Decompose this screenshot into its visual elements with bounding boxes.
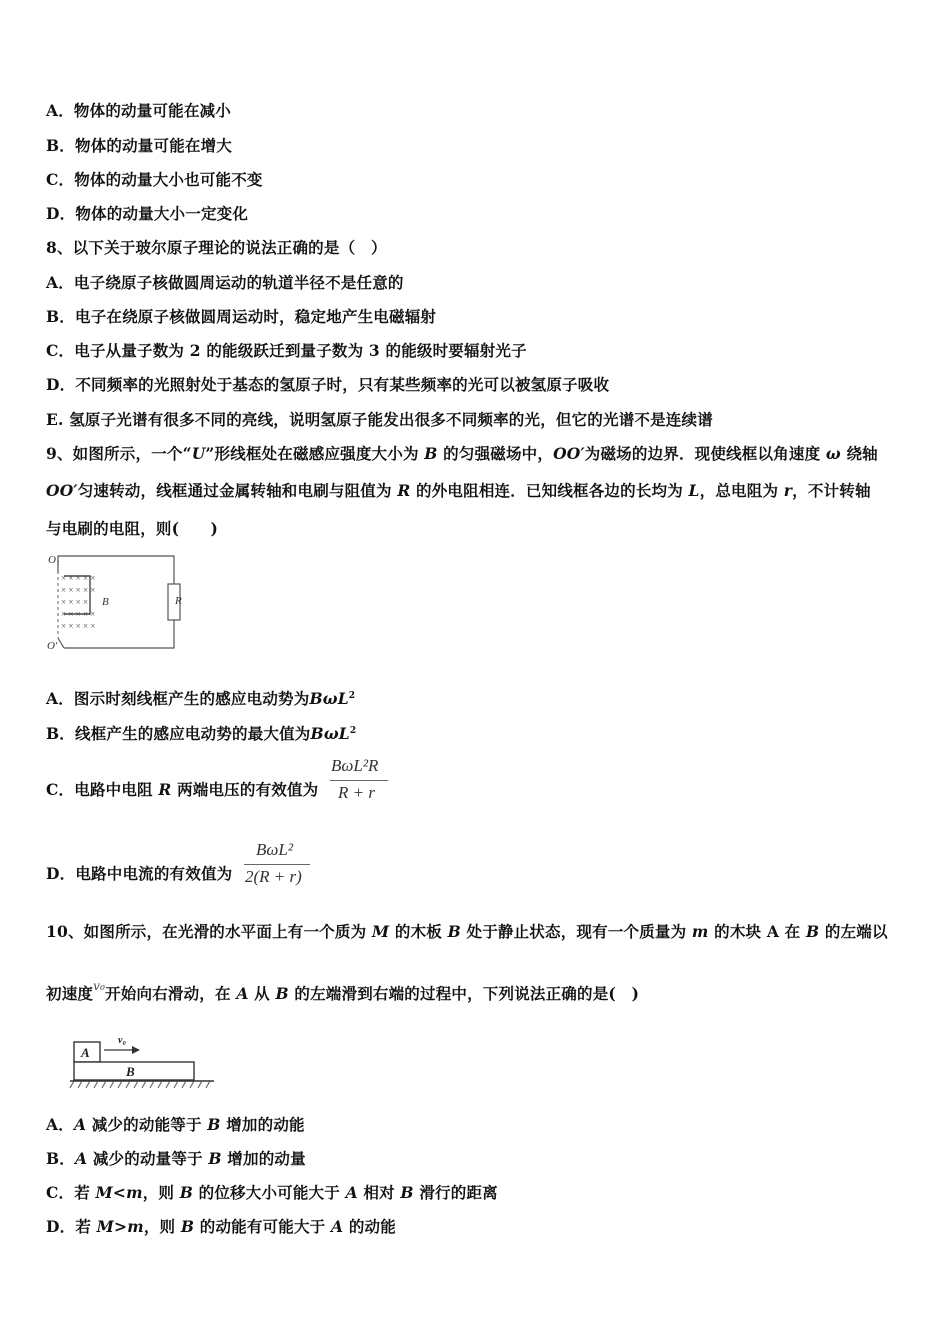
q8-option-e: E. 氢原子光谱有很多不同的亮线，说明氢原子能发出很多不同频率的光，但它的光谱不是连续谱: [46, 410, 713, 429]
q10-option-d: D．若 M>m，则 B 的动能有可能大于 A 的动能: [46, 1217, 396, 1236]
q9-option-b: B．线框产生的感应电动势的最大值为BωL$^2$: [46, 724, 357, 744]
q10-option-c: C．若 M<m，则 B 的位移大小可能大于 A 相对 B 滑行的距离: [46, 1183, 498, 1202]
q10-option-a: A．A 减少的动能等于 B 增加的动能: [46, 1115, 305, 1134]
svg-text:× × × × ×: × × × × ×: [61, 609, 96, 619]
q9-d-numerator: BωL²: [256, 840, 293, 859]
q9-c-numerator: BωL²R: [331, 756, 379, 775]
q8-stem: 8、以下关于玻尔原子理论的说法正确的是（ ）: [46, 238, 387, 257]
q10-stem-line2: 初速度$^{v_0}$开始向右滑动，在 A 从 B 的左端滑到右端的过程中，下列说法正确的是( ): [46, 979, 640, 1003]
q9-option-a: A．图示时刻线框产生的感应电动势为BωL$^2$: [46, 689, 356, 709]
q9-option-c: C．电路中电阻 R 两端电压的有效值为: [46, 780, 319, 799]
svg-text:× × × × ×: × × × × ×: [61, 585, 96, 595]
q10-stem-line1: 10、如图所示，在光滑的水平面上有一个质为 M 的木板 B 处于静止状态，现有一个质量为 m 的木块 A 在 B 的左端以: [46, 922, 888, 941]
q9-stem-line2: OO′匀速转动，线框通过金属转轴和电刷与阻值为 R 的外电阻相连．已知线框各边的长均为 L，总电阻为 r，不计转轴: [46, 481, 871, 500]
q10-fig-label-b: B: [126, 1064, 135, 1079]
q10-fig-label-v0: v₀: [118, 1035, 126, 1046]
q9-stem-line1: 9、如图所示，一个“U”形线框处在磁感应强度大小为 B 的匀强磁场中，OO′为磁场的边界．现使线框以角速度 ω 绕轴: [46, 444, 878, 463]
q9-fig-label-o1: O₁: [48, 554, 60, 566]
q8-option-b: B．电子在绕原子核做圆周运动时，稳定地产生电磁辐射: [46, 307, 437, 326]
q10-block-figure: [56, 1030, 216, 1094]
q9-option-d-fraction: [244, 840, 314, 888]
q7-option-d: D．物体的动量大小一定变化: [46, 204, 249, 223]
q9-d-denominator: 2(R + r): [245, 867, 302, 886]
q7-option-b: B．物体的动量可能在增大: [46, 136, 233, 155]
q9-fig-label-o2: O′: [47, 640, 58, 652]
q9-stem-line3: 与电刷的电阻，则( ): [46, 519, 219, 538]
q8-option-d: D．不同频率的光照射处于基态的氢原子时，只有某些频率的光可以被氢原子吸收: [46, 375, 610, 394]
svg-text:× × × ×: × × × ×: [61, 597, 89, 607]
svg-text:× × × × ×: × × × × ×: [61, 573, 96, 583]
svg-text:× × × × ×: × × × × ×: [61, 621, 96, 631]
q9-option-d: D．电路中电流的有效值为: [46, 864, 233, 883]
q10-fig-label-a: A: [81, 1045, 90, 1060]
q9-fig-label-r: R: [175, 595, 182, 607]
q9-c-denominator: R + r: [338, 783, 375, 802]
q8-option-c: C．电子从量子数为 2 的能级跃迁到量子数为 3 的能级时要辐射光子: [46, 341, 527, 360]
q7-option-c: C．物体的动量大小也可能不变: [46, 170, 263, 189]
q10-option-b: B．A 减少的动量等于 B 增加的动量: [46, 1149, 306, 1168]
q9-circuit-figure: [44, 548, 194, 656]
q9-option-c-fraction: [330, 756, 390, 804]
q9-fig-label-b: B: [102, 596, 109, 608]
q8-option-a: A．电子绕原子核做圆周运动的轨道半径不是任意的: [46, 273, 404, 292]
q7-option-a: A．物体的动量可能在减小: [46, 101, 231, 120]
